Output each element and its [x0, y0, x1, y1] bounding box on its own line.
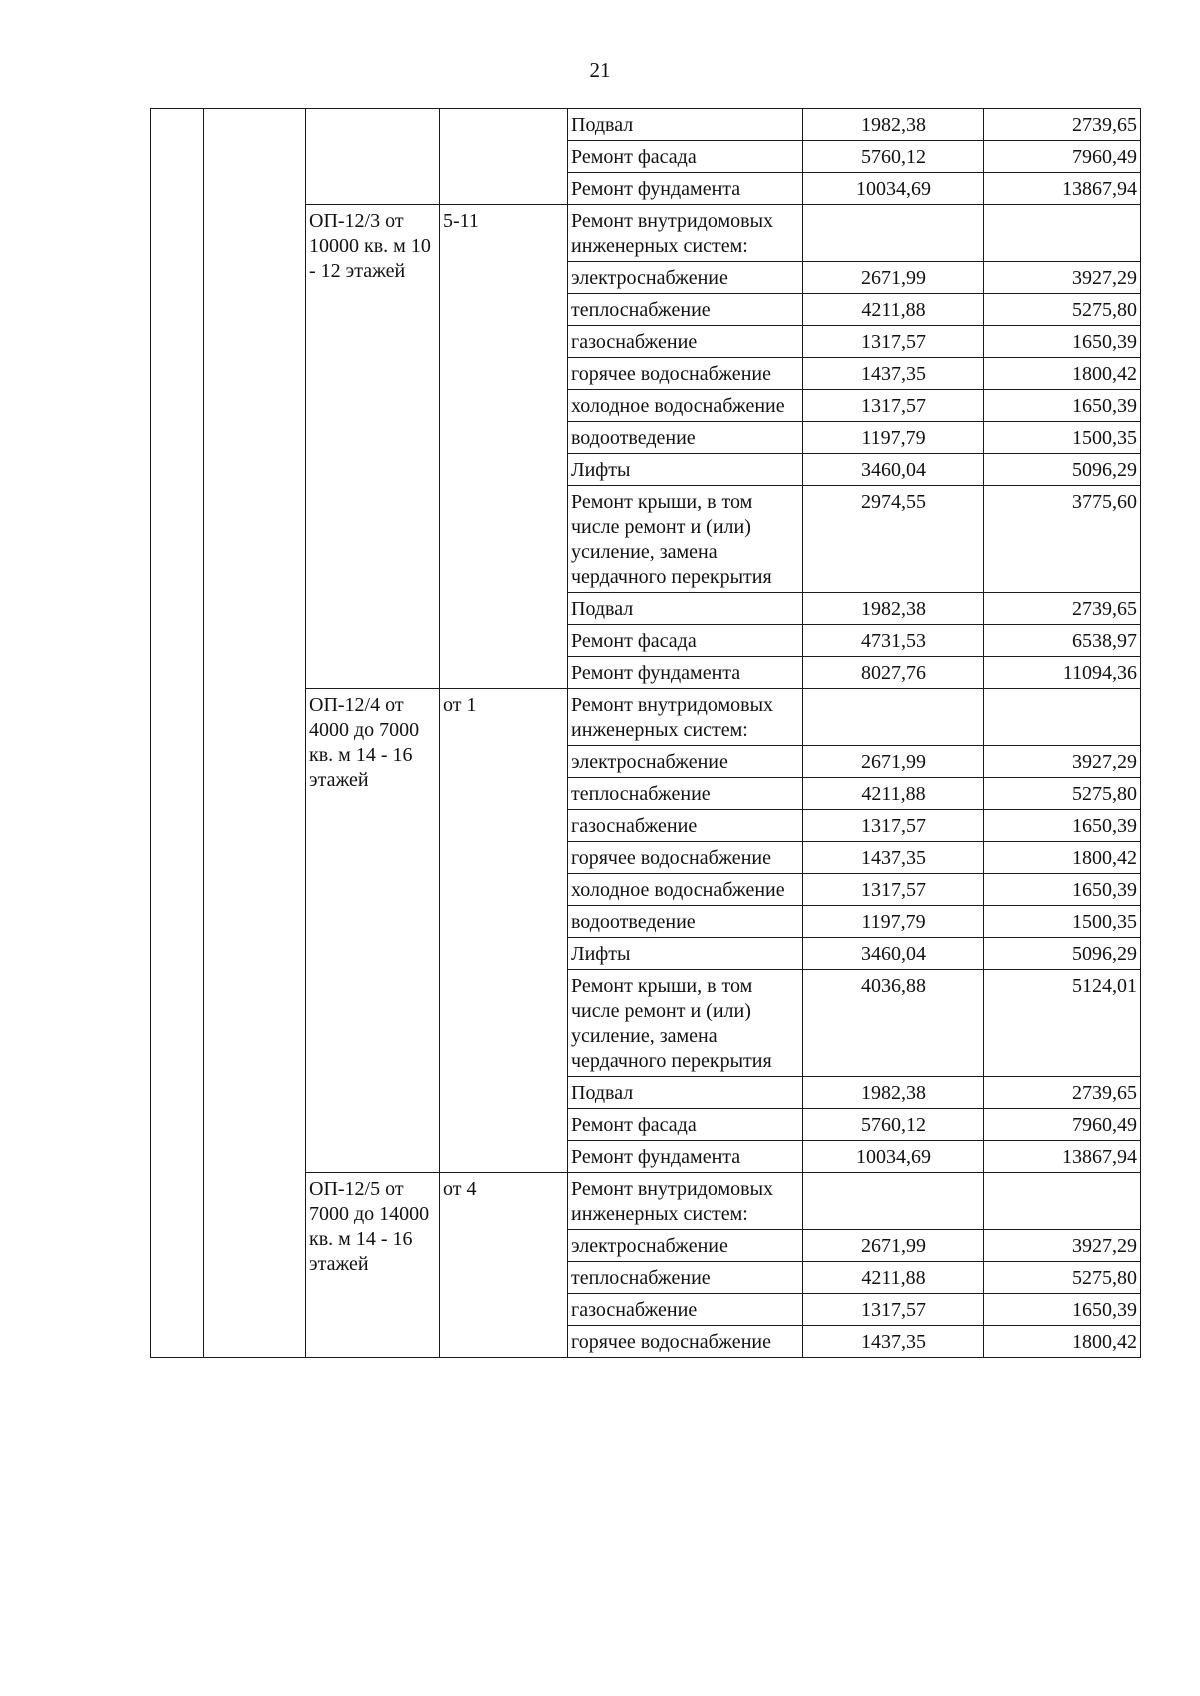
cost-table [150, 108, 1141, 1358]
value-cell: 5760,12 [803, 1109, 984, 1141]
work-type-cell: горячее водоснабжение [568, 358, 803, 390]
work-type-cell: Ремонт внутридомовых инженерных систем: [568, 1173, 803, 1230]
group-name-cell: ОП-12/4 от 4000 до 7000 кв. м 14 - 16 этажей [306, 689, 440, 1173]
floors-cell [440, 109, 568, 205]
value-cell: 8027,76 [803, 657, 984, 689]
blank-column-cell [151, 109, 204, 1358]
value-cell: 1500,35 [984, 906, 1141, 938]
value-cell: 1982,38 [803, 1077, 984, 1109]
work-type-cell: Ремонт фасада [568, 141, 803, 173]
work-type-cell: теплоснабжение [568, 294, 803, 326]
value-cell: 3460,04 [803, 938, 984, 970]
value-cell: 1197,79 [803, 422, 984, 454]
value-cell: 1317,57 [803, 1294, 984, 1326]
work-type-cell: Ремонт фундамента [568, 657, 803, 689]
blank-column-cell [204, 109, 306, 1358]
value-cell: 1437,35 [803, 358, 984, 390]
value-cell: 1650,39 [984, 390, 1141, 422]
work-type-cell: горячее водоснабжение [568, 1326, 803, 1358]
value-cell: 13867,94 [984, 1141, 1141, 1173]
value-cell: 1317,57 [803, 874, 984, 906]
value-cell [803, 1173, 984, 1230]
value-cell: 4211,88 [803, 294, 984, 326]
value-cell: 2739,65 [984, 109, 1141, 141]
value-cell: 3460,04 [803, 454, 984, 486]
work-type-cell: Ремонт фундамента [568, 1141, 803, 1173]
value-cell: 4211,88 [803, 1262, 984, 1294]
value-cell: 1197,79 [803, 906, 984, 938]
value-cell: 10034,69 [803, 1141, 984, 1173]
work-type-cell: Лифты [568, 454, 803, 486]
value-cell: 2671,99 [803, 746, 984, 778]
work-type-cell: теплоснабжение [568, 778, 803, 810]
value-cell: 3927,29 [984, 262, 1141, 294]
value-cell: 1437,35 [803, 1326, 984, 1358]
work-type-cell: водоотведение [568, 422, 803, 454]
value-cell: 1317,57 [803, 326, 984, 358]
floors-cell: от 1 [440, 689, 568, 1173]
value-cell [984, 1173, 1141, 1230]
value-cell: 4731,53 [803, 625, 984, 657]
work-type-cell: газоснабжение [568, 326, 803, 358]
value-cell: 1317,57 [803, 810, 984, 842]
table-body [151, 109, 1141, 1358]
value-cell [803, 689, 984, 746]
value-cell: 5275,80 [984, 1262, 1141, 1294]
work-type-cell: электроснабжение [568, 746, 803, 778]
work-type-cell: газоснабжение [568, 810, 803, 842]
work-type-cell: холодное водоснабжение [568, 874, 803, 906]
work-type-cell: Ремонт крыши, в том числе ремонт и (или) усиление, замена чердачного перекрытия [568, 970, 803, 1077]
work-type-cell: Ремонт фасада [568, 625, 803, 657]
work-type-cell: Ремонт крыши, в том числе ремонт и (или) усиление, замена чердачного перекрытия [568, 486, 803, 593]
value-cell: 5096,29 [984, 454, 1141, 486]
group-name-cell [306, 109, 440, 205]
value-cell: 1437,35 [803, 842, 984, 874]
value-cell: 1800,42 [984, 358, 1141, 390]
value-cell: 7960,49 [984, 1109, 1141, 1141]
value-cell: 1650,39 [984, 874, 1141, 906]
work-type-cell: Ремонт внутридомовых инженерных систем: [568, 205, 803, 262]
value-cell: 2974,55 [803, 486, 984, 593]
value-cell: 1650,39 [984, 810, 1141, 842]
work-type-cell: газоснабжение [568, 1294, 803, 1326]
work-type-cell: Подвал [568, 109, 803, 141]
table-row [151, 109, 1141, 141]
work-type-cell: Подвал [568, 593, 803, 625]
work-type-cell: холодное водоснабжение [568, 390, 803, 422]
value-cell: 1500,35 [984, 422, 1141, 454]
value-cell: 1800,42 [984, 1326, 1141, 1358]
value-cell: 3927,29 [984, 1230, 1141, 1262]
value-cell [803, 205, 984, 262]
value-cell: 3775,60 [984, 486, 1141, 593]
floors-cell: от 4 [440, 1173, 568, 1358]
group-name-cell: ОП-12/3 от 10000 кв. м 10 - 12 этажей [306, 205, 440, 689]
value-cell: 4211,88 [803, 778, 984, 810]
work-type-cell: электроснабжение [568, 1230, 803, 1262]
value-cell: 5275,80 [984, 294, 1141, 326]
value-cell: 7960,49 [984, 141, 1141, 173]
work-type-cell: Ремонт фасада [568, 1109, 803, 1141]
value-cell: 1982,38 [803, 109, 984, 141]
value-cell: 5275,80 [984, 778, 1141, 810]
value-cell: 1982,38 [803, 593, 984, 625]
value-cell: 5760,12 [803, 141, 984, 173]
work-type-cell: Ремонт внутридомовых инженерных систем: [568, 689, 803, 746]
value-cell: 5124,01 [984, 970, 1141, 1077]
value-cell: 1800,42 [984, 842, 1141, 874]
value-cell: 1650,39 [984, 326, 1141, 358]
value-cell: 10034,69 [803, 173, 984, 205]
value-cell [984, 205, 1141, 262]
value-cell: 2739,65 [984, 593, 1141, 625]
work-type-cell: Лифты [568, 938, 803, 970]
floors-cell: 5-11 [440, 205, 568, 689]
work-type-cell: Ремонт фундамента [568, 173, 803, 205]
value-cell: 13867,94 [984, 173, 1141, 205]
page-number: 21 [589, 58, 611, 82]
work-type-cell: Подвал [568, 1077, 803, 1109]
value-cell: 2739,65 [984, 1077, 1141, 1109]
value-cell [984, 689, 1141, 746]
work-type-cell: электроснабжение [568, 262, 803, 294]
value-cell: 1650,39 [984, 1294, 1141, 1326]
value-cell: 11094,36 [984, 657, 1141, 689]
value-cell: 3927,29 [984, 746, 1141, 778]
value-cell: 6538,97 [984, 625, 1141, 657]
value-cell: 2671,99 [803, 1230, 984, 1262]
value-cell: 1317,57 [803, 390, 984, 422]
value-cell: 5096,29 [984, 938, 1141, 970]
work-type-cell: горячее водоснабжение [568, 842, 803, 874]
value-cell: 4036,88 [803, 970, 984, 1077]
work-type-cell: теплоснабжение [568, 1262, 803, 1294]
work-type-cell: водоотведение [568, 906, 803, 938]
value-cell: 2671,99 [803, 262, 984, 294]
group-name-cell: ОП-12/5 от 7000 до 14000 кв. м 14 - 16 этажей [306, 1173, 440, 1358]
